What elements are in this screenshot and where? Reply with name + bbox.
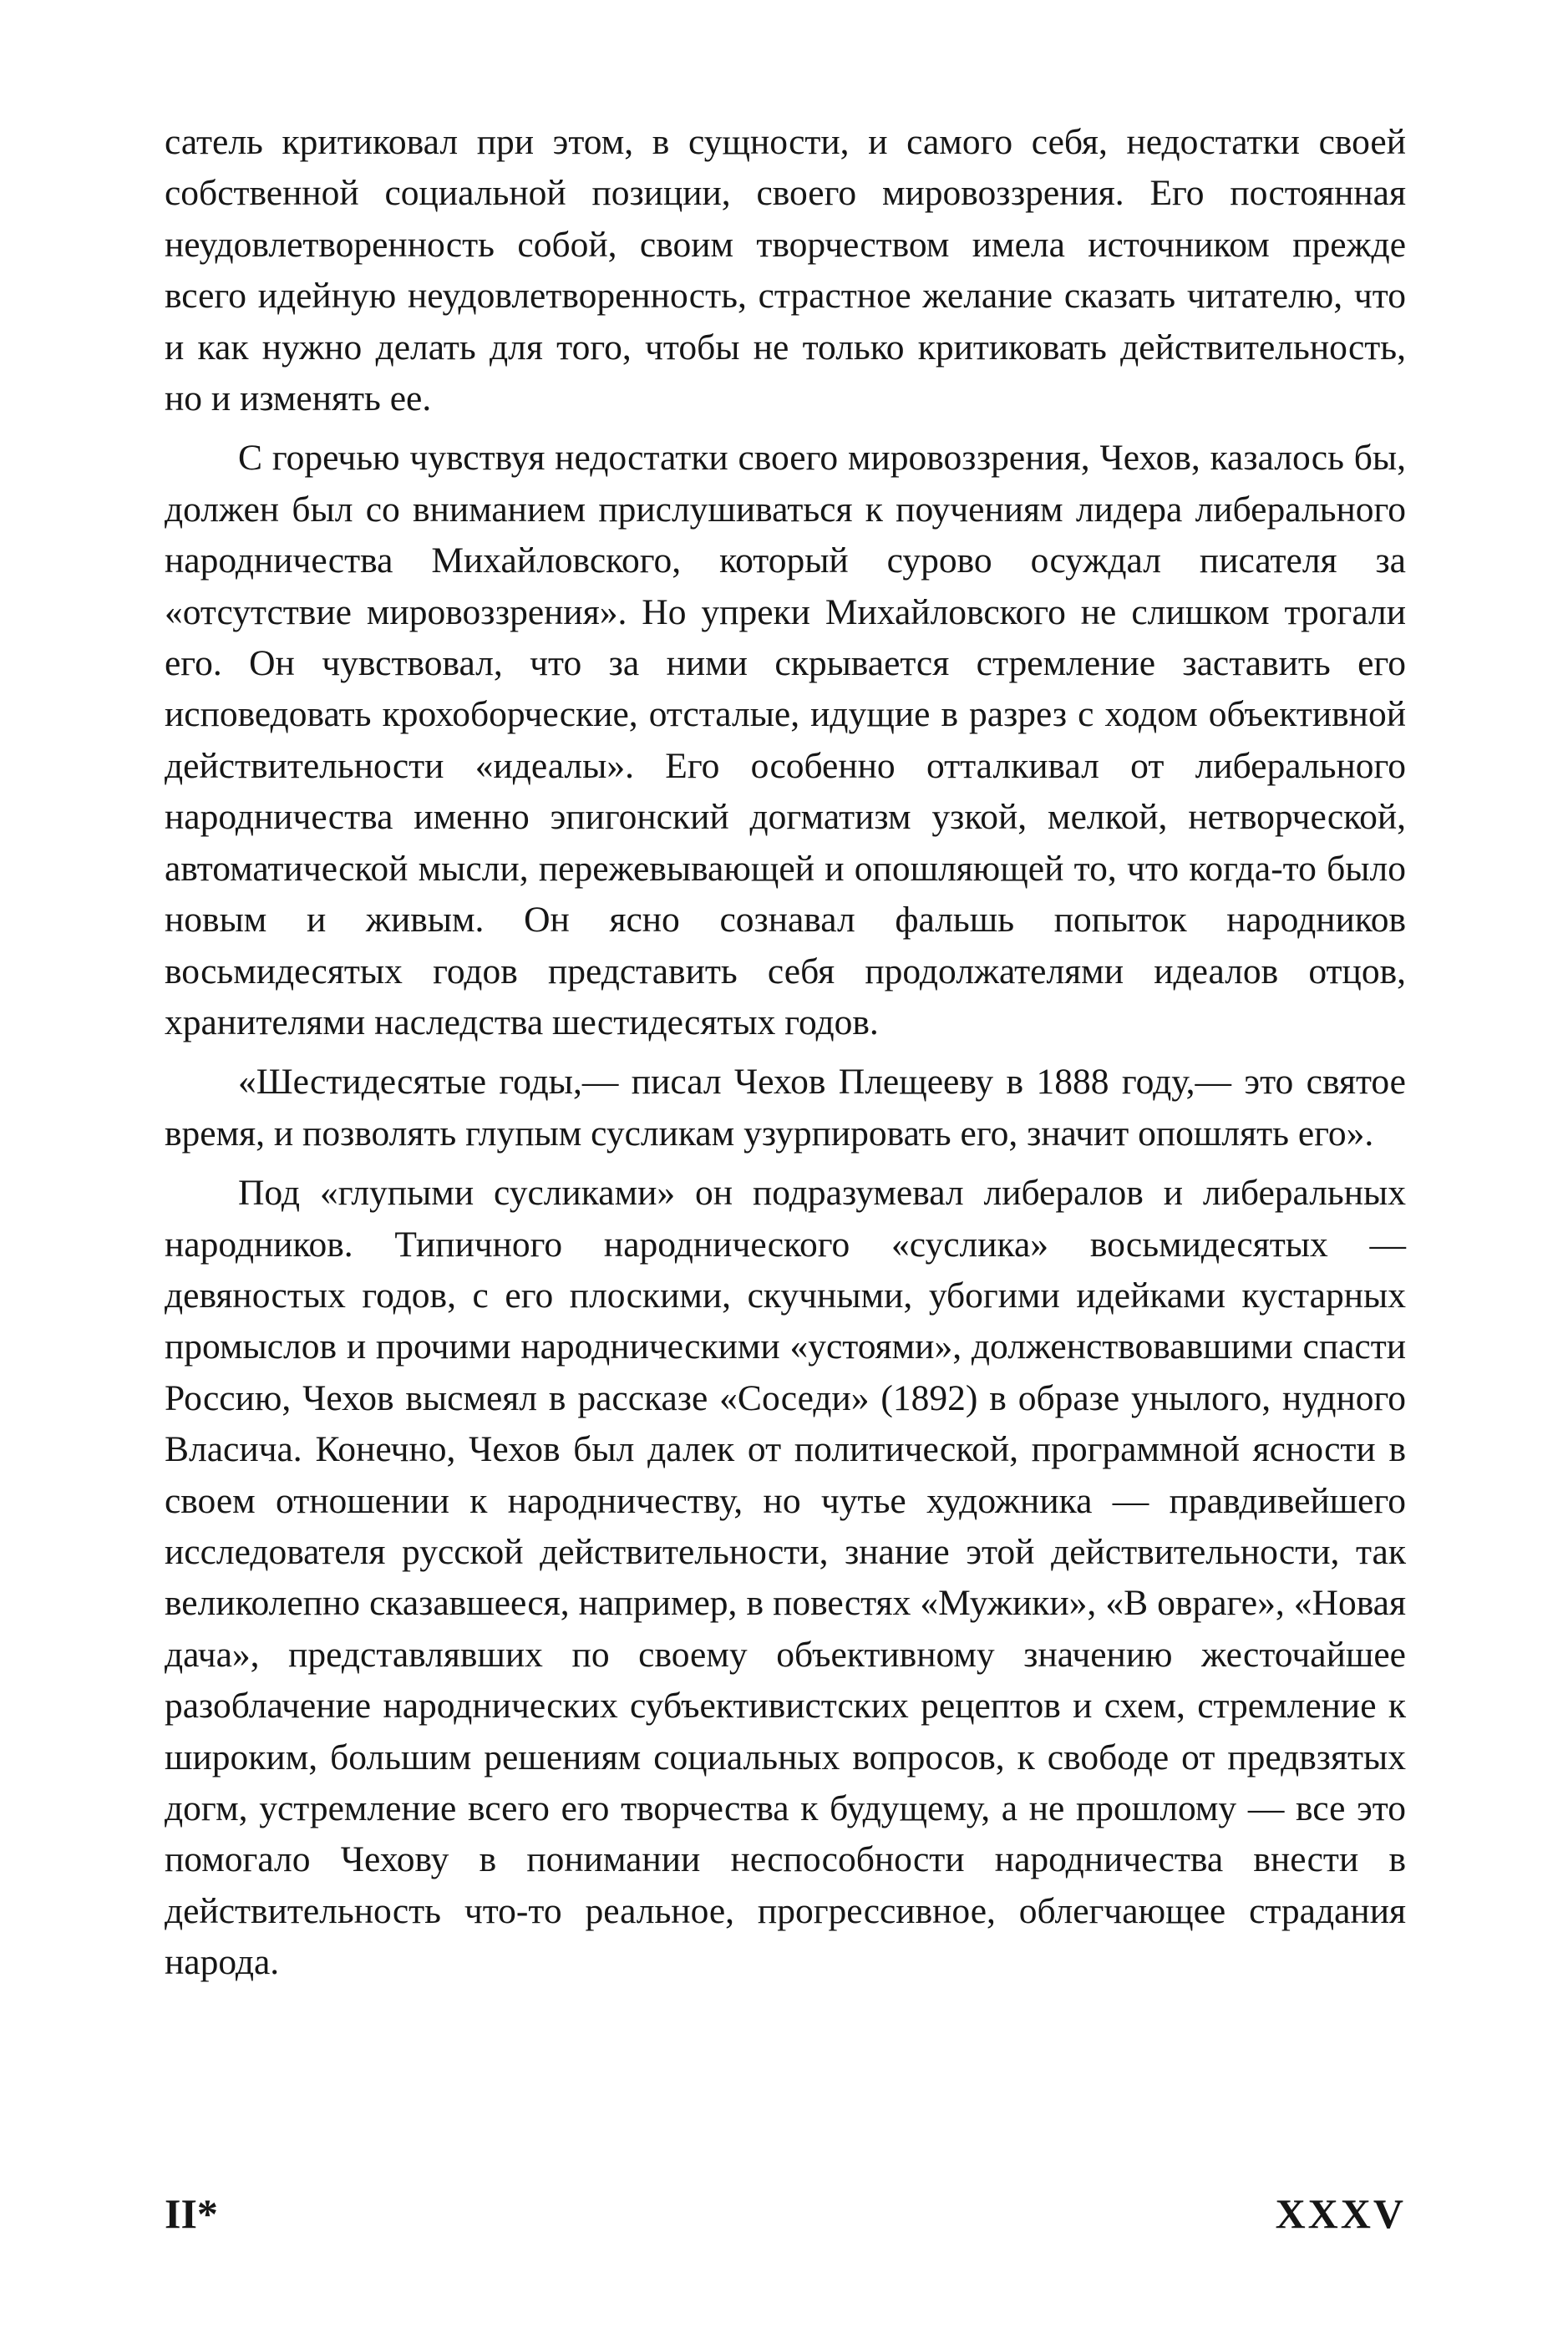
body-text: [165, 117, 1406, 1989]
paragraph: С горечью чувствуя недостатки своего мировоззрения, Чехов, казалось бы, должен был со вниманием прислушиваться к поучениям лидера либерального народничества Михайловского, который сурово осуждал писателя за «отсутствие мировоззрения». Но упреки Михайловского не слишком трогали его. Он чувствовал, что за ними скрывается стремление заставить его исповедовать крохоборческие, отсталые, идущие в разрез с ходом объективной действительности «идеалы». Его особенно отталкивал от либерального народничества именно эпигонский догматизм узкой, мелкой, нетворческой, автоматической мысли, пережевывающей и опошляющей то, что когда-то было новым и живым. Он ясно сознавал фальшь попыток народников восьмидесятых годов представить себя продолжателями идеалов отцов, хранителями наследства шестидесятых годов.: [165, 438, 1406, 1042]
printer-signature: II*: [165, 2190, 218, 2237]
paragraph-continued: сатель критиковал при этом, в сущности, и самого себя, недостатки своей собственной социальной позиции, своего мировоззрения. Его постоянная неудовлетворенность собой, своим творчеством имела источником прежде всего идейную неудовлетворенность, страстное желание сказать читателю, что и как нужно делать для того, чтобы не только критиковать действительность, но и изменять ее.: [165, 122, 1406, 419]
paragraph-quote: «Шестидесятые годы,— писал Чехов Плещееву в 1888 году,— это святое время, и позволять глупым сусликам узурпировать его, значит опошлять его».: [165, 1062, 1406, 1154]
paragraph: Под «глупыми сусликами» он подразумевал либералов и либеральных народников. Типичного народнического «суслика» восьмидесятых — девяностых годов, с его плоскими, скучными, убогими идейками кустарных промыслов и прочими народническими «устоями», долженствовавшими спасти Россию, Чехов высмеял в рассказе «Соседи» (1892) в образе унылого, нудного Власича. Конечно, Чехов был далек от политической, программной ясности в своем отношении к народничеству, но чутье художника — правдивейшего исследователя русской действительности, знание этой действительности, так великолепно сказавшееся, например, в повестях «Мужики», «В овраге», «Новая дача», представлявших по своему объективному значению жесточайшее разоблачение народнических субъективистских рецептов и схем, стремление к широким, большим решениям социальных вопросов, к свободе от предвзятых догм, устремление всего его творчества к будущему, а не прошлому — все это помогало Чехову в понимании неспособности народничества внести в действительность что-то реальное, прогрессивное, облегчающее страдания народа.: [165, 1173, 1406, 1983]
page-number: XXXV: [1275, 2190, 1406, 2237]
